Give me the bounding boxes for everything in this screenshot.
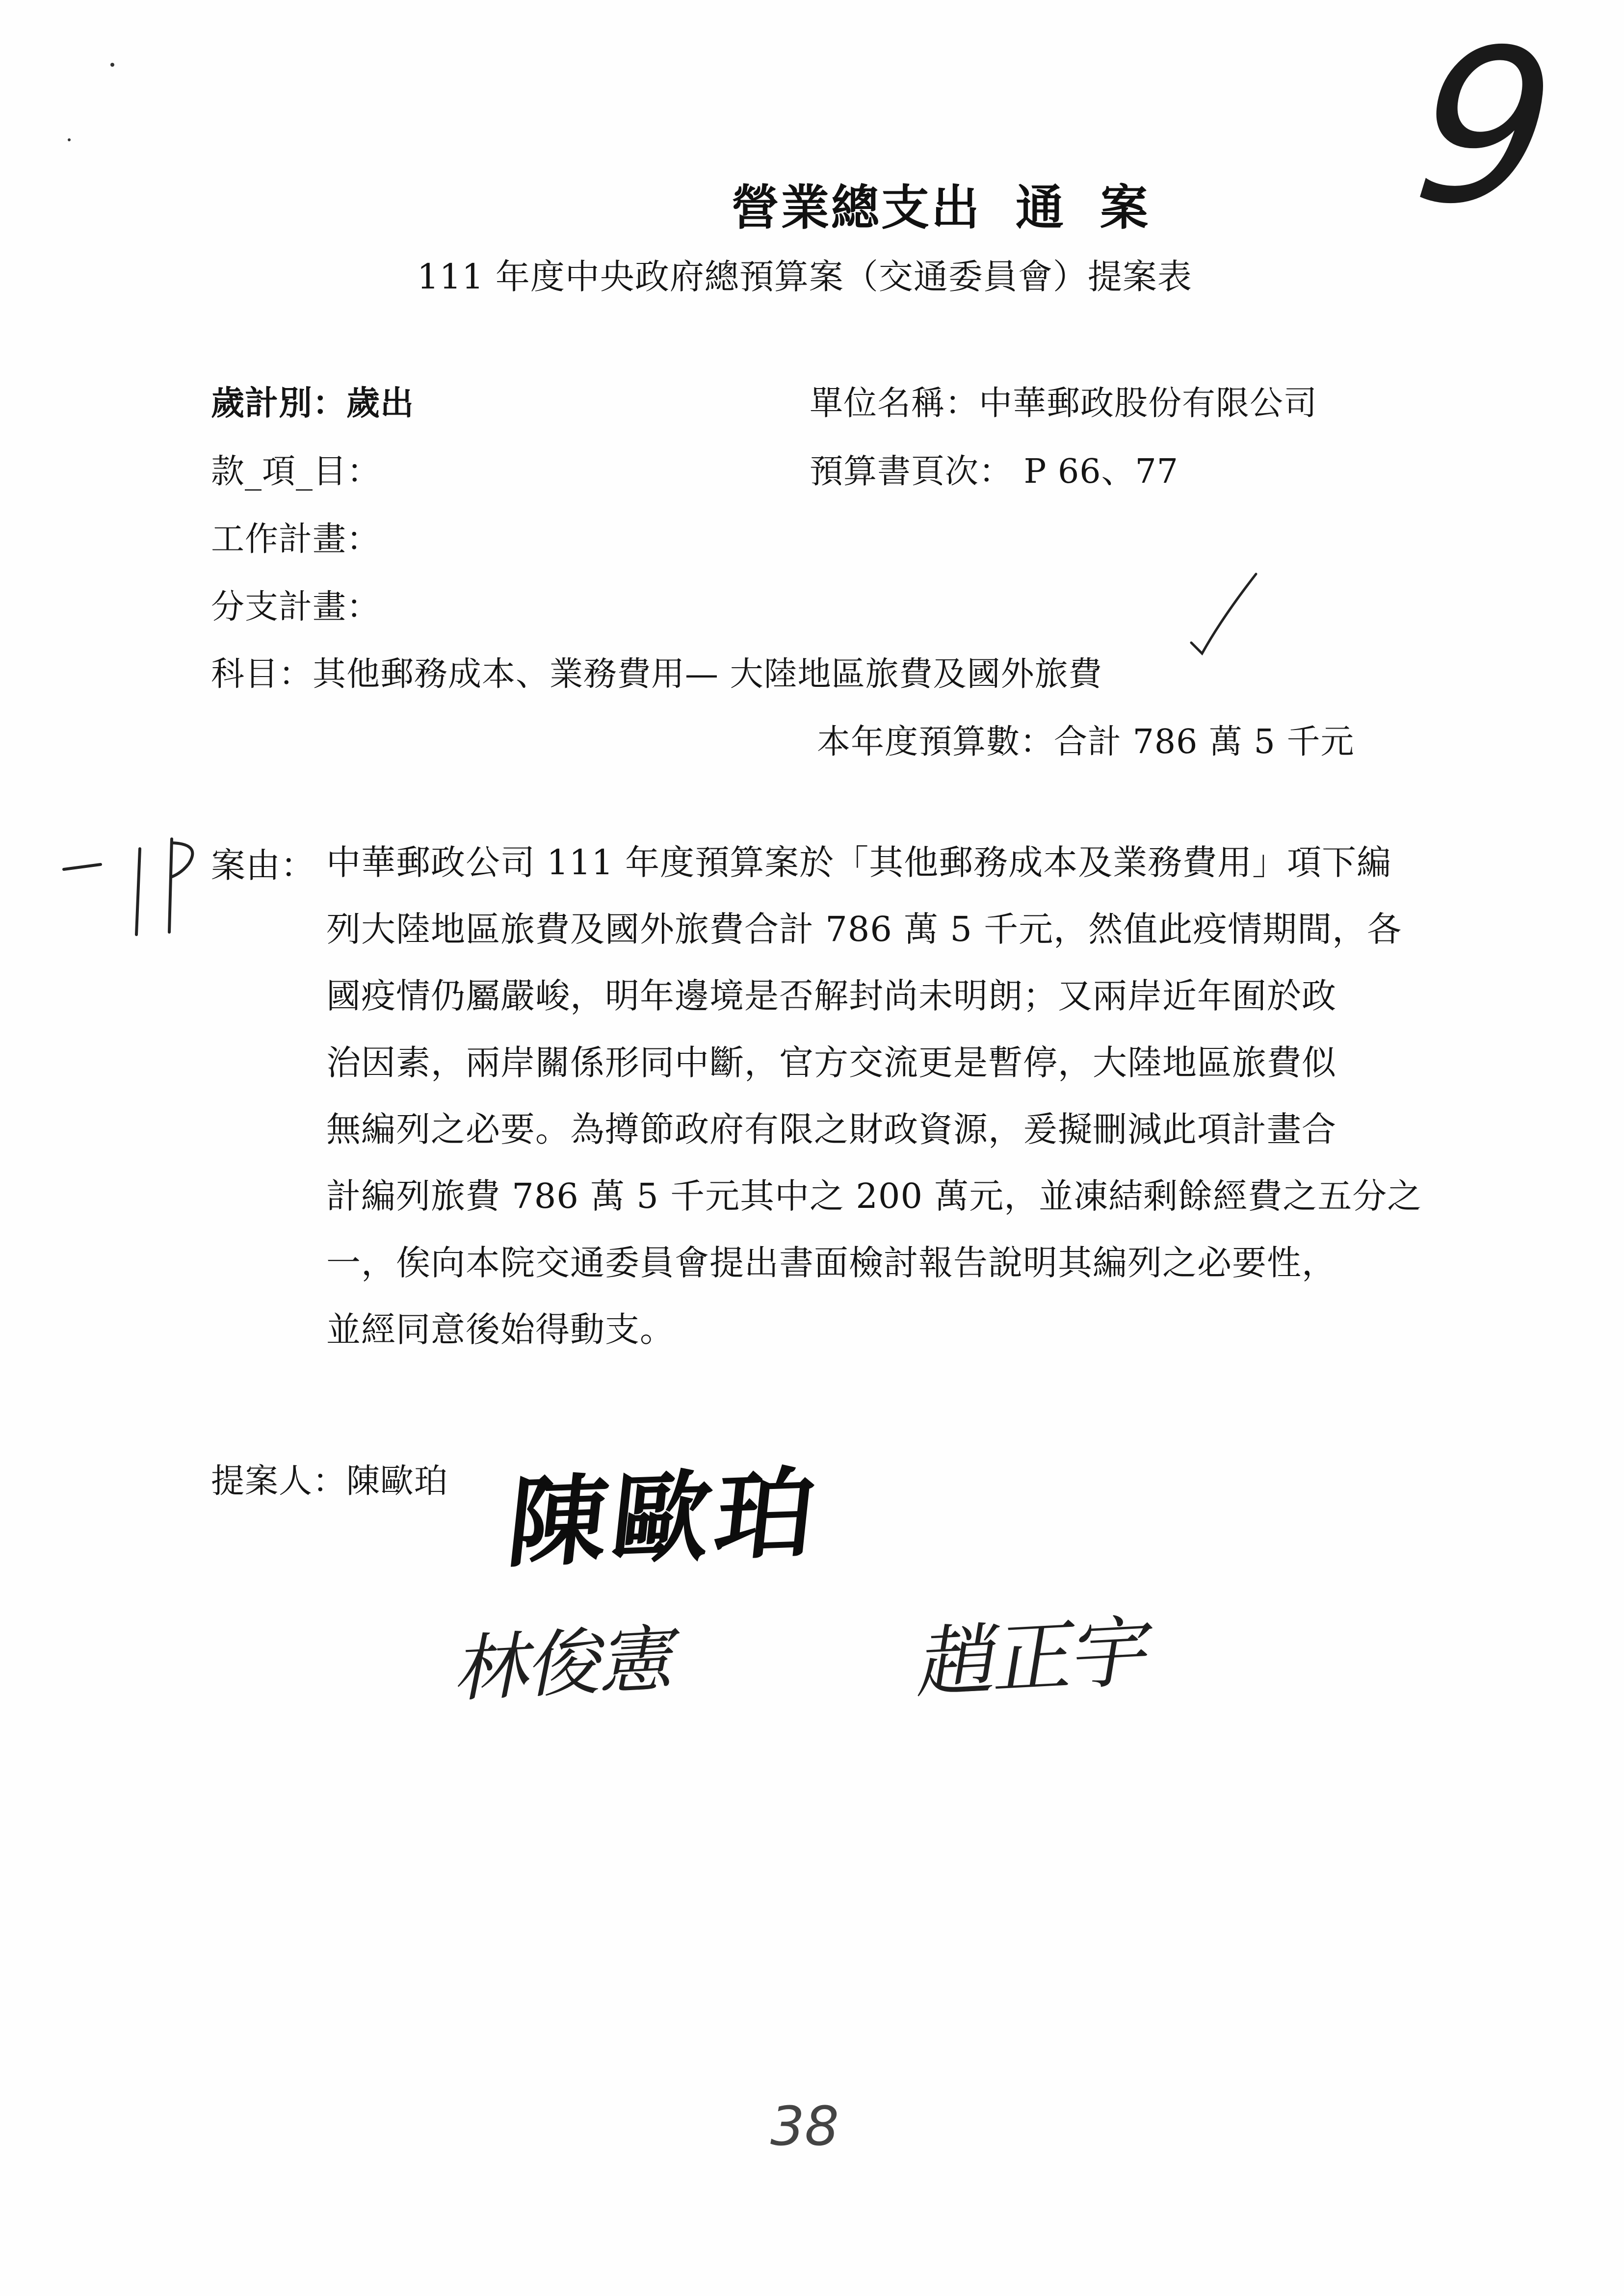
fiscal-type-field: 歲計別：歲出 <box>211 384 415 423</box>
reason-line: 無編列之必要。為撙節政府有限之財政資源，爰擬刪減此項計畫合 <box>326 1109 1336 1149</box>
scan-speck <box>68 138 71 141</box>
work-plan-field: 工作計畫： <box>211 520 381 559</box>
scan-speck <box>110 63 114 67</box>
checkmark-icon <box>1187 569 1261 657</box>
reason-line: 計編列旅費 786 萬 5 千元其中之 200 萬元，並凍結剩餘經費之五分之 <box>326 1176 1422 1216</box>
signature-3: 趙正宇 <box>913 1606 1157 1709</box>
document-subtitle: 111 年度中央政府總預算案（交通委員會）提案表 <box>417 257 1192 297</box>
section-item-field: 款_項_目： <box>211 452 381 491</box>
stamp-title-part3: 案 <box>1100 180 1151 236</box>
reason-line: 中華郵政公司 111 年度預算案於「其他郵務成本及業務費用」項下編 <box>326 842 1392 883</box>
proposer-label: 提案人：陳歐珀 <box>211 1462 448 1501</box>
budget-page-field: 預算書頁次： P 66、77 <box>810 452 1179 491</box>
reason-line: 並經同意後始得動支。 <box>326 1309 675 1350</box>
reason-line: 一，俟向本院交通委員會提出書面檢討報告說明其編列之必要性， <box>326 1243 1336 1283</box>
page-number: 38 <box>770 2095 839 2158</box>
reason-line: 列大陸地區旅費及國外旅費合計 786 萬 5 千元，然值此疫情期間，各 <box>326 909 1402 949</box>
subject-field: 科目：其他郵務成本、業務費用— 大陸地區旅費及國外旅費 <box>211 655 1102 694</box>
stamp-title <box>731 169 1150 238</box>
handwritten-number: 9 <box>1405 5 1565 250</box>
branch-plan-field: 分支計畫： <box>211 588 381 626</box>
stamp-title-part1: 營業總支出 <box>731 180 982 236</box>
reason-body <box>326 829 1479 1363</box>
budget-amount-field: 本年度預算數：合計 786 萬 5 千元 <box>817 723 1355 761</box>
signature-1: 陳歐珀 <box>502 1456 825 1581</box>
reason-line: 治因素，兩岸關係形同中斷，官方交流更是暫停，大陸地區旅費似 <box>326 1043 1336 1083</box>
signature-2: 林俊憲 <box>450 1616 684 1713</box>
handwritten-margin-mark <box>54 834 201 942</box>
reason-line: 國疫情仍屬嚴峻，明年邊境是否解封尚未明朗；又兩岸近年囿於政 <box>326 976 1336 1016</box>
stamp-title-part2: 通 <box>1016 180 1066 236</box>
unit-name-field: 單位名稱：中華郵政股份有限公司 <box>810 384 1318 423</box>
reason-label: 案由： <box>211 845 315 886</box>
